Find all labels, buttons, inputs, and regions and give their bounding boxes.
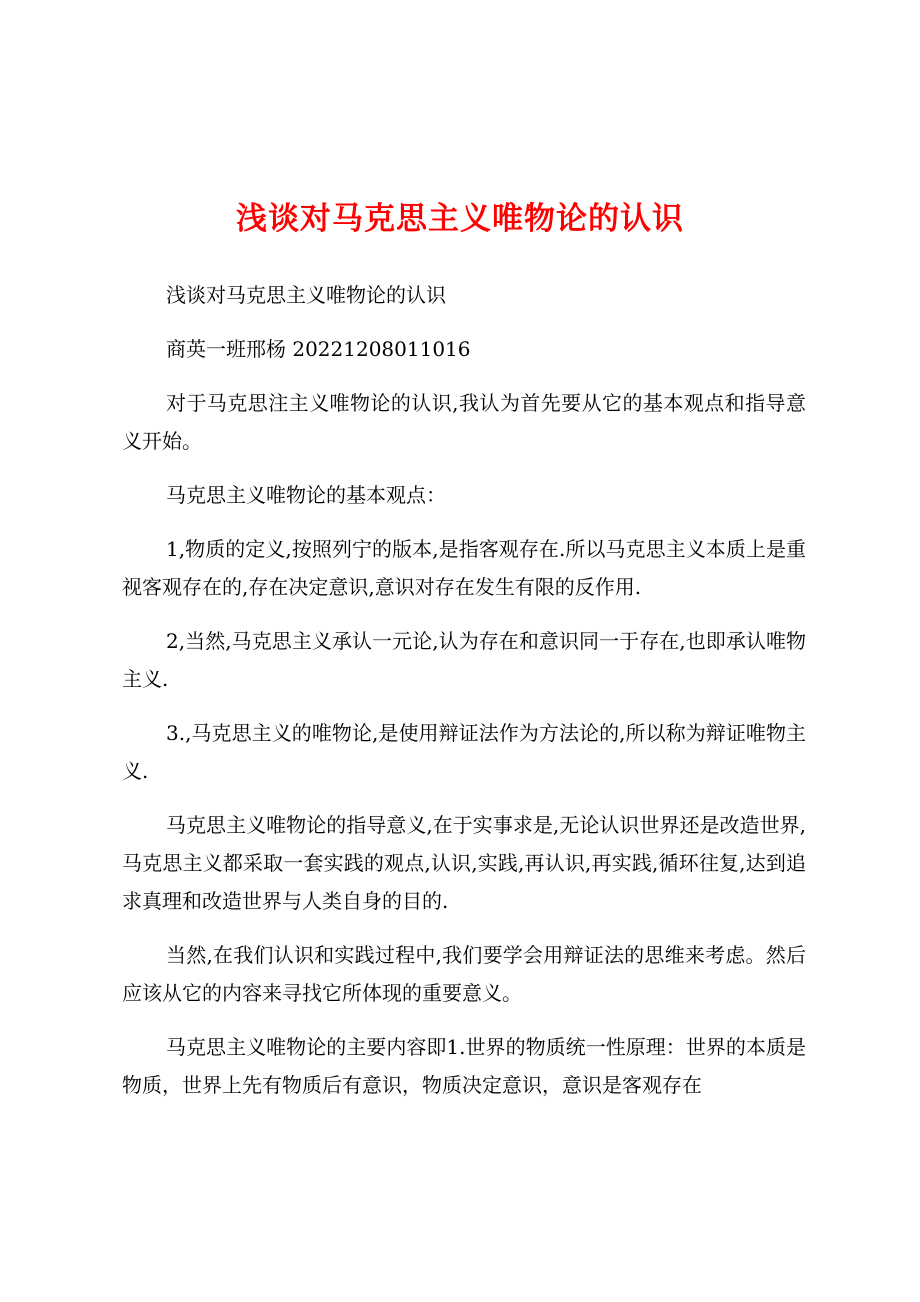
paragraph: 3.,马克思主义的唯物论,是使用辩证法作为方法论的,所以称为辩证唯物主义. bbox=[122, 721, 806, 783]
paragraph: 马克思主义唯物论的指导意义,在于实事求是,无论认识世界还是改造世界,马克思主义都采取一套实践的观点,认识,实践,再认识,再实践,循环往复,达到追求真理和改造世界与人类自身的目的. bbox=[122, 813, 806, 913]
paragraph: 当然,在我们认识和实践过程中,我们要学会用辩证法的思维来考虑。然后应该从它的内容来寻找它所体现的重要意义。 bbox=[122, 943, 806, 1005]
document-title: 浅谈对马克思主义唯物论的认识 bbox=[236, 201, 684, 237]
paragraph: 2,当然,马克思主义承认一元论,认为存在和意识同一于存在,也即承认唯物主义. bbox=[122, 629, 806, 691]
paragraph: 马克思主义唯物论的基本观点： bbox=[166, 483, 446, 507]
paragraph: 1,物质的定义,按照列宁的版本,是指客观存在.所以马克思主义本质上是重视客观存在的,存在决定意识,意识对存在发生有限的反作用. bbox=[122, 537, 806, 599]
paragraph: 浅谈对马克思主义唯物论的认识 bbox=[166, 283, 446, 307]
paragraph: 商英一班邢杨 20221208011016 bbox=[166, 337, 471, 361]
document-body bbox=[122, 276, 806, 1120]
paragraph: 马克思主义唯物论的主要内容即1.世界的物质统一性原理：世界的本质是物质，世界上先有物质后有意识，物质决定意识，意识是客观存在 bbox=[122, 1035, 806, 1097]
paragraph: 对于马克思注主义唯物论的认识,我认为首先要从它的基本观点和指导意义开始。 bbox=[122, 391, 806, 453]
